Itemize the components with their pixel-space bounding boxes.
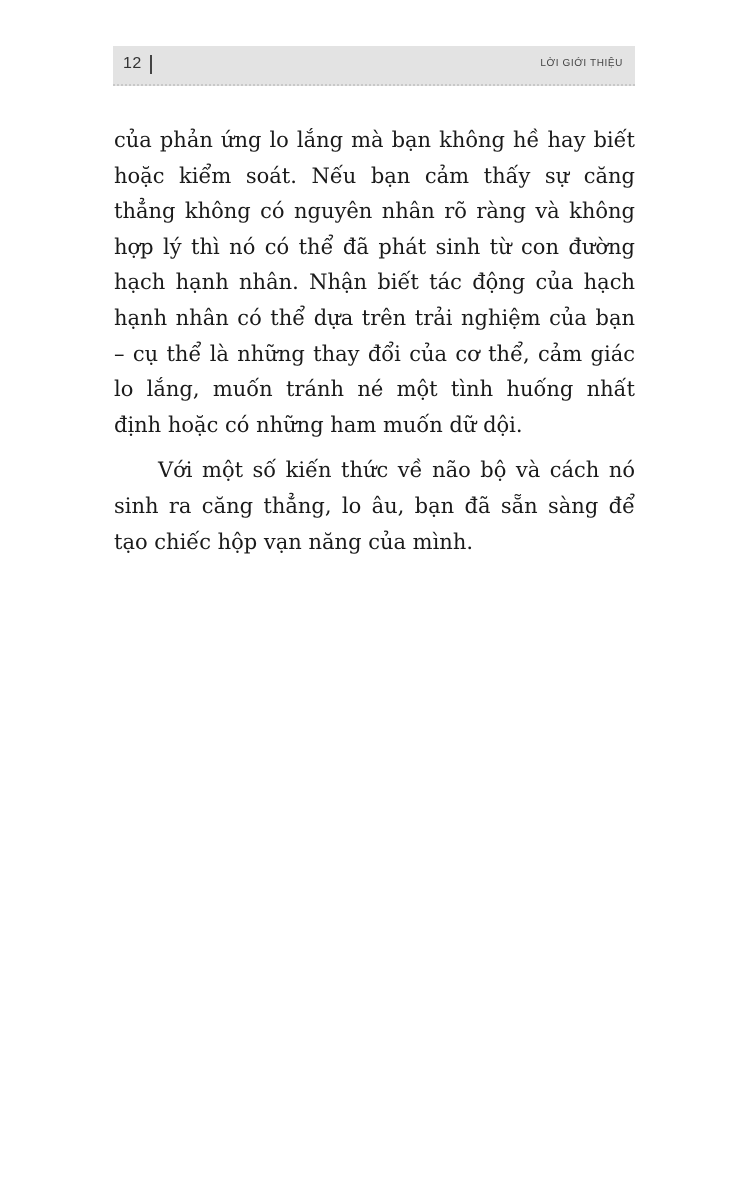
paragraph: Với một số kiến thức về não bộ và cách nó sinh ra căng thẳng, lo âu, bạn đã sẵn sàng để tạo chiếc hộp vạn năng của mình. [114,458,635,554]
running-header [113,46,635,86]
paragraph: của phản ứng lo lắng mà bạn không hề hay biết hoặc kiểm soát. Nếu bạn cảm thấy sự căng thẳng không có nguyên nhân rõ ràng và không hợp lý thì nó có thể đã phát sinh từ con đường hạch hạnh nhân. Nhận biết tác động của hạch hạnh nhân có thể dựa trên trải nghiệm của bạn – cụ thể là những thay đổi của cơ thể, cảm giác lo lắng, muốn tránh né một tình huống nhất định hoặc có những ham muốn dữ dội. [114,128,635,437]
section-title: LỜI GIỚI THIỆU [540,58,623,69]
header-divider [150,55,152,74]
body-text [114,123,635,560]
page-number: 12 [123,55,142,72]
